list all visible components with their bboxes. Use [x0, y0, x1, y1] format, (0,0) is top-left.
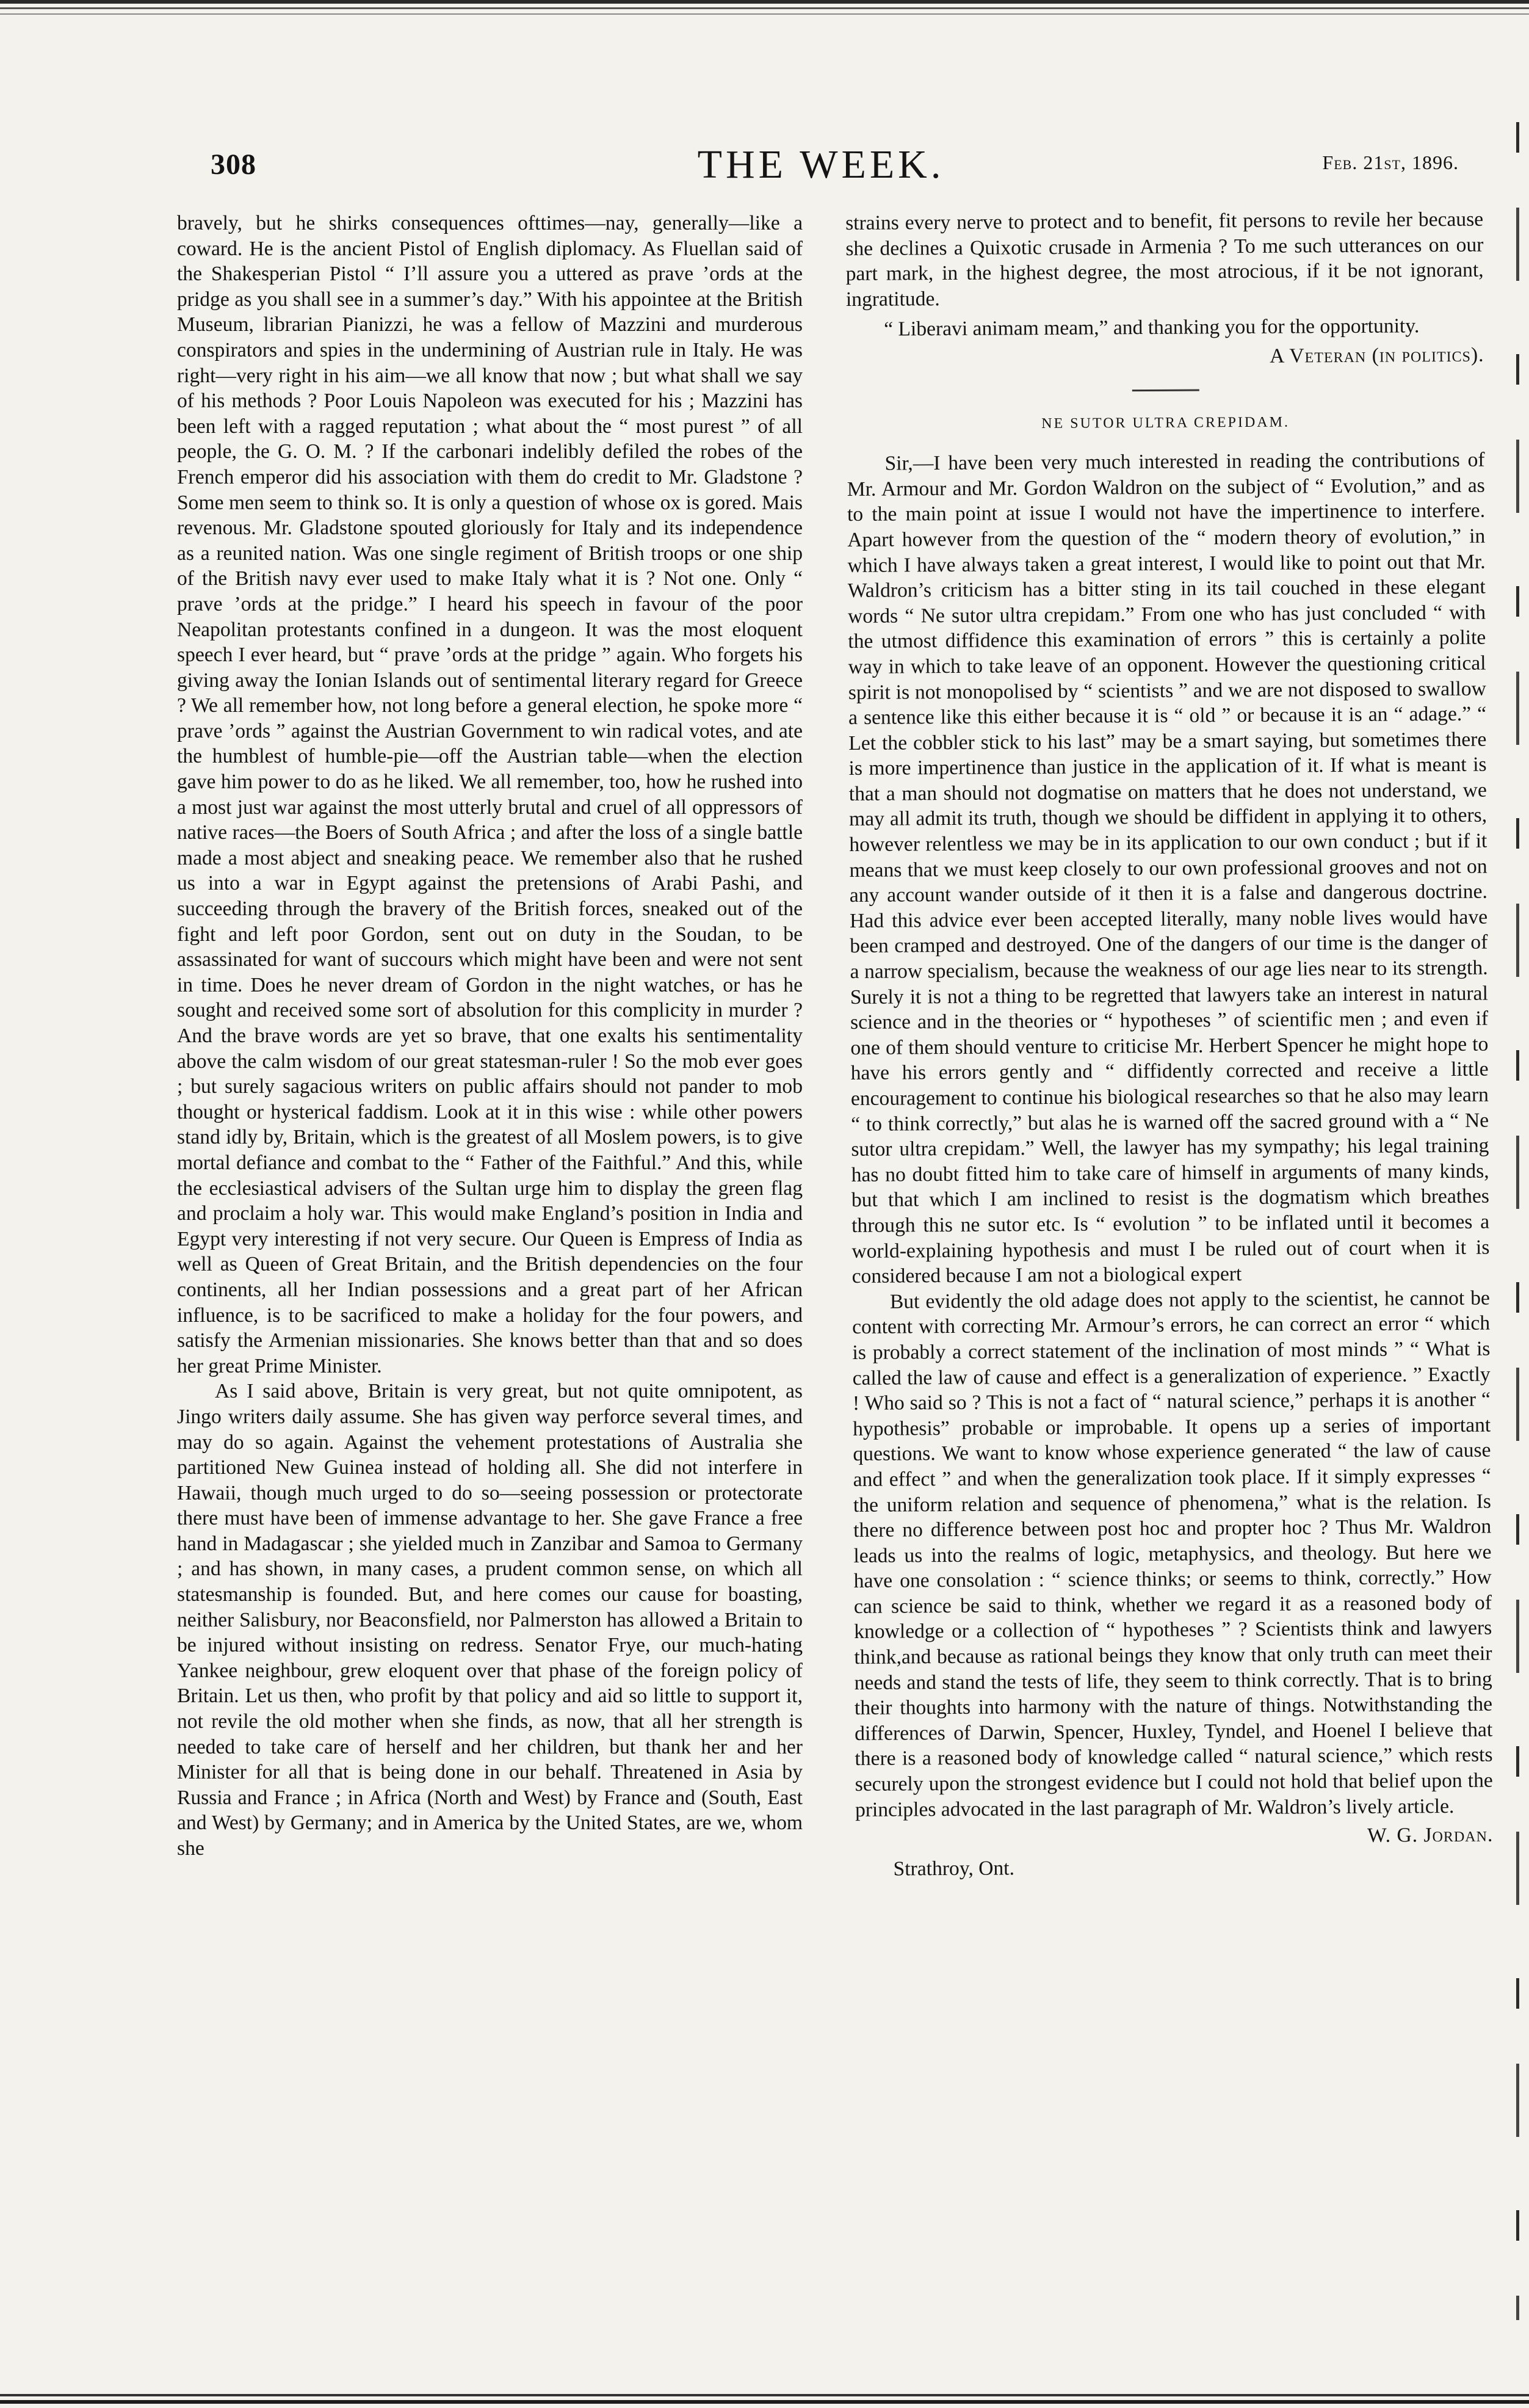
left-paragraph-1: bravely, but he shirks consequences ofttimes—nay, generally—like a coward. He is the ancient Pistol of English diplomacy. As Fluellan said of the Shakesperian Pistol “ I’ll assure you a uttered as prave ’ords at the pridge as you shall see in a summer’s day.” With his appointee at the British Museum, librarian Pianizzi, he was a fellow of Mazzini and murderous conspirators and spies in the undermining of Austrian rule in Italy. He was right—very right in his aim—we all know that now ; but what shall we say of his methods ? Poor Louis Napoleon was executed for his ; Mazzini has been left with a ragged reputation ; what about the “ most purest ” of all people, the G. O. M. ? If the carbonari indelibly defiled the robes of the French emperor did his association with them do credit to Mr. Gladstone ? Some men seem to think so. It is only a question of whose ox is gored. Mais revenous. Mr. Gladstone spouted gloriously for Italy and its independence as a reunited nation. Was one single regiment of British troops or one ship of the British navy ever used to make Italy what it is ? Not one. Only “ prave ’ords at the pridge.” I heard his speech in favour of the poor Neapolitan protestants confined in a dungeon. It was the most eloquent speech I ever heard, but “ prave ’ords at the pridge ” again. Who forgets his giving away the Ionian Islands out of sentimental literary regard for Greece ? We all remember how, not long before a general election, he spoke more “ prave ’ords ” against the Austrian Government to win radical votes, and ate the humblest of humble-pie—off the Austrian table—when the election gave him power to do as he liked. We all remember, too, how he rushed into a most just war against the most utterly brutal and cruel of all oppressors of native races—the Boers of South Africa ; and after the loss of a single battle made a most abject and sneaking peace. We remember also that he rushed us into a war in Egypt against the pretensions of Arabi Pashi, and succeeding through the bravery of the British forces, sneaked out of the fight and left poor Gordon, sent out on duty in the Soudan, to be assassinated for want of succours which might have been and were not sent in time. Does he never dream of Gordon in the night watches, or has he sought and received some sort of absolution for this complicity in murder ? And the brave words are yet so brave, that one exalts his sentimentality above the calm wisdom of our great statesman-ruler ! So the mob ever goes ; but surely sagacious writers on public affairs should not pander to mob thought or hysterical faddism. Look at it in this wise : while other powers stand idly by, Britain, which is the greatest of all Moslem powers, is to give mortal defiance and combat to the “ Father of the Faithful.” And this, while the ecclesiastical advisers of the Sultan urge him to display the green flag and proclaim a holy war. This would make England’s position in India and Egypt very interesting if not very secure. Our Queen is Empress of India as well as Queen of Great Britain, and the British dependencies on the four continents, all her Indian possessions and a great part of her African influence, is to be sacrificed to make a holiday for the four powers, and satisfy the Armenian missionaries. She knows better than that and so does her great Prime Minister.	[177, 212, 803, 1377]
signature-veteran: A Veteran (in politics).	[1270, 343, 1484, 368]
closing-quote: “ Liberavi animam meam,” and thanking you for the opportunity.	[884, 314, 1420, 341]
letter-title: NE SUTOR ULTRA CREPIDAM.	[1041, 414, 1290, 432]
letter-place: Strathroy, Ont.	[893, 1857, 1015, 1880]
left-paragraph-2: As I said above, Britain is very great, but not quite omnipotent, as Jingo writers daily assume. She has given way perforce several times, and may do so again. Against the vehement protestations of Australia she partitioned New Guinea instead of holding all. She did not interfere in Hawaii, though much urged to do so—seeing possession or protectorate there must have been of immense advantage to her. She gave France a free hand in Madagascar ; she yielded much in Zanzibar and Samoa to Germany ; and has shown, in many cases, a prudent common sense, on which all statesmanship is founded. But, and here comes our cause for boasting, neither Salisbury, nor Beaconsfield, nor Palmerston has allowed a Britain to be injured without insisting on redress. Senator Frye, our much-hating Yankee neighbour, grew eloquent over that phase of the foreign policy of Britain. Let us then, who profit by that policy and aid so little to support it, not revile the old mother when she finds, as now, that all her strength is needed to take care of herself and her children, but thank her and her Minister for all that is being done in our behalf. Threatened in Asia by Russia and France ; in Africa (North and West) by France and (South, East and West) by Germany; and in America by the United States, are we, whom she	[177, 1380, 803, 1860]
issue-date: Feb. 21st, 1896.	[1322, 151, 1459, 173]
right-page-edge	[1516, 122, 1519, 2320]
signature-jordan: W. G. Jordan.	[1367, 1823, 1494, 1848]
top-page-edge	[0, 0, 1529, 21]
section-divider	[1132, 389, 1199, 391]
masthead-title: THE WEEK.	[697, 142, 945, 187]
page-number: 308	[211, 148, 256, 181]
left-column	[177, 211, 803, 1862]
letter-paragraph-2: But evidently the old adage does not apply to the scientist, he cannot be content with correcting Mr. Armour’s errors, he can correct an error “ which is probably a correct statement of the inclination of most minds ” “ What is called the law of cause and effect is a generalization of experience. ” Exactly ! Who said so ? This is not a fact of “ natural science,” perhaps it is another “ hypothesis” probable or improbable. It opens up a series of important questions. We want to know whose experience generated “ the law of cause and effect ” and when the generalization took place. If it simply expresses “ the uniform relation and sequence of phenomena,” what is the relation. Is there no difference between post hoc and propter hoc ? Thus Mr. Waldron leads us into the realms of logic, metaphysics, and theology. But here we have one consolation : “ science thinks; or seems to think, correctly.” How can science be said to think, whether we regard it as a reasoned body of knowledge or a collection of “ hypotheses ” ? Scientists think and lawyers think,and because as rational beings they know that only truth can meet their needs and stand the tests of life, they seem to think correctly. That is to bring their thoughts into harmony with the nature of things. Notwithstanding the differences of Darwin, Spencer, Huxley, Tyndel, and Hoenel I believe that there is a reasoned body of knowledge called “ natural science,” which rests securely upon the strongest evidence but I could not hold that belief upon the principles advocated in the last paragraph of Mr. Waldron’s lively article.	[852, 1286, 1493, 1821]
letter-paragraph-1: Sir,—I have been very much interested in reading the contributions of Mr. Armour and Mr. Gordon Waldron on the subject of “ Evolution,” and as to the main point at issue I would not have the impertinence to interfere. Apart however from the question of the “ modern theory of evolution,” in which I have always taken a great interest, I would like to point out that Mr. Waldron’s criticism has a bitter sting in its tail couched in these elegant words “ Ne sutor ultra crepidam.” From one who has just concluded “ with the utmost diffidence this examination of errors ” this is certainly a polite way in which to take leave of an opponent. However the questioning critical spirit is not monopolised by “ scientists ” and we are not disposed to swallow a sentence like this either because it is “ old ” or because it is an “ adage.” “ Let the cobbler stick to his last” may be a smart saying, but sometimes there is more impertinence than justice in the application of it. If what is meant is that a man should not dogmatise on matters that he does not understand, we may all admit its truth, though we should be diffident in applying it to others, however relentless we may be in its application to our own conduct ; but if it means that we must keep closely to our own professional grooves and not on any account wander outside of it then it is a false and dangerous doctrine. Had this advice ever been accepted literally, many noble lives would have been cramped and destroyed. One of the dangers of our time is the danger of a narrow specialism, because the weakness of our age lies near to its strength. Surely it is not a thing to be regretted that lawyers take an interest in natural science and in the theories or “ hypotheses ” of scientific men ; and even if one of them should venture to criticise Mr. Herbert Spencer he might hope to have his errors gently and “ diffidently corrected and receive a little encouragement to continue his biological researches so that he also may learn “ to think correctly,” but alas he is warned off the sacred ground with a “ Ne sutor ultra crepidam.” Well, the lawyer has my sympathy; his legal training has no doubt fitted him to take care of himself in arguments of many kinds, but that which I am inclined to resist is the dogmatism which breathes through this ne sutor etc. Is “ evolution ” to be inflated until it becomes a world-explaining hypothesis and must I be ruled out of court when it is considered because I am not a biological expert	[847, 448, 1490, 1288]
page-header	[183, 142, 1459, 190]
right-paragraph-1: strains every nerve to protect and to benefit, fit persons to revile her because she declines a Quixotic crusade in Armenia ? To me such utterances on our part mark, in the highest degree, the most atrocious, if it be not ignorant, ingratitude.	[845, 208, 1484, 311]
bottom-page-edge	[0, 2390, 1529, 2408]
right-column	[845, 207, 1494, 1882]
